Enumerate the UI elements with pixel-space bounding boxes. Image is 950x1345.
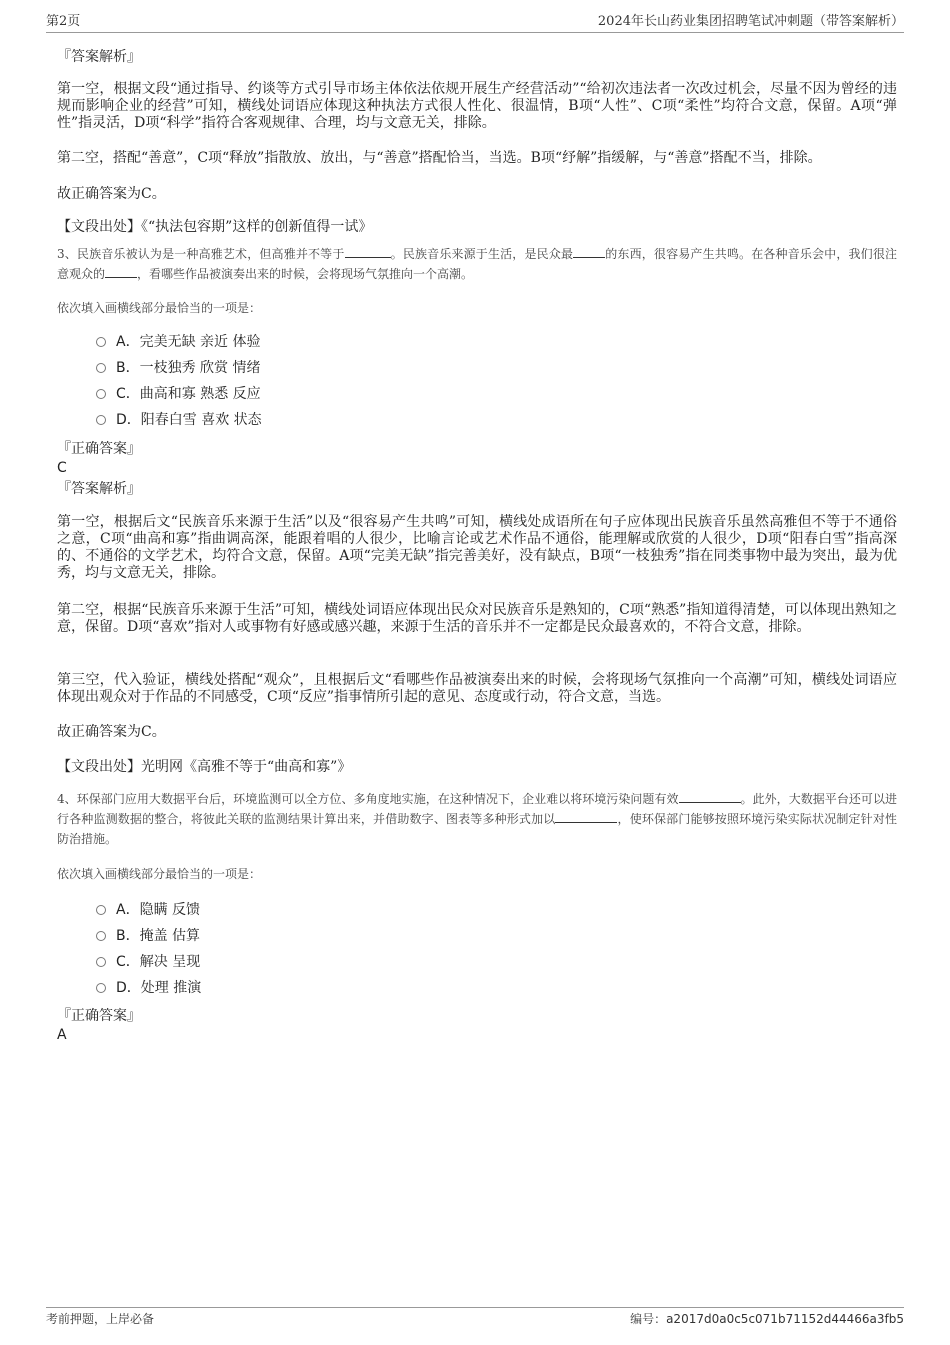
document-code: 编号：a2017d0a0c5c071b71152d44466a3fb5 — [630, 1312, 904, 1326]
q3-blank-3 — [105, 265, 137, 278]
q3-correct-label: 『正确答案』 — [57, 441, 141, 457]
footer-slogan: 考前押题，上岸必备 — [46, 1312, 155, 1326]
q2-conclusion: 故正确答案为C。 — [57, 186, 166, 202]
q2-analysis-label: 『答案解析』 — [57, 49, 141, 65]
q4-question-text: 4、环保部门应用大数据平台后，环境监测可以全方位、多角度地实施，在这种情况下，企业难以将环境污染问题有效 。此外，大数据平台还可以进行各种监测数据的整合，将彼此关联的监测结果计算出来，并借助数字、图表等多种形式加以 ，使环保部门能够按照环境污染实际状况制定针对性防治措施。 — [57, 792, 897, 846]
radio-icon[interactable] — [96, 389, 106, 399]
radio-icon[interactable] — [96, 931, 106, 941]
q4-correct-label: 『正确答案』 — [57, 1008, 141, 1024]
q3-option-c[interactable]: C．曲高和寡 熟悉 反应 — [96, 383, 261, 405]
q4-blank-1 — [679, 790, 741, 803]
q3-conclusion: 故正确答案为C。 — [57, 724, 166, 740]
q4-option-b[interactable]: B．掩盖 估算 — [96, 925, 200, 947]
q3-analysis-p1: 第一空，根据后文“民族音乐来源于生活”以及“很容易产生共鸣”可知，横线处成语所在句子应体现出民族音乐虽然高雅但不等于不通俗之意，C项“曲高和寡”指曲调高深，能跟着唱的人很少，比喻言论或艺术作品不通俗，能理解或欣赏的人很少，D项“阳春白雪”指高深的、不通俗的文学艺术，均符合文意，保留。A项“完美无缺”指完善美好，没有缺点，B项“一枝独秀”指在同类事物中最为突出，最为优秀，均与文意无关，排除。 — [57, 514, 897, 581]
page-footer — [46, 1307, 904, 1330]
document-title: 2024年长山药业集团招聘笔试冲刺题（带答案解析） — [597, 14, 904, 29]
q2-analysis-p1: 第一空，根据文段“通过指导、约谈等方式引导市场主体依法依规开展生产经营活动”“给初次违法者一次改过机会，尽量不因为曾经的违规而影响企业的经营”可知，横线处词语应体现这种执法方式很人性化、很温情，B项“人性”、C项“柔性”均符合文意，保留。A项“弹性”指灵活，D项“科学”指符合客观规律、合理，均与文意无关，排除。 — [57, 81, 897, 131]
radio-icon[interactable] — [96, 905, 106, 915]
q2-source: 【文段出处】《“执法包容期”这样的创新值得一试》 — [57, 219, 373, 235]
radio-icon[interactable] — [96, 957, 106, 967]
q3-prompt: 依次填入画横线部分最恰当的一项是： — [57, 301, 262, 315]
page-header — [46, 12, 904, 33]
q4-option-a[interactable]: A．隐瞒 反馈 — [96, 899, 200, 921]
radio-icon[interactable] — [96, 337, 106, 347]
page-number: 第2页 — [46, 14, 81, 29]
radio-icon[interactable] — [96, 983, 106, 993]
q4-blank-2 — [555, 810, 617, 823]
q3-source: 【文段出处】光明网《高雅不等于“曲高和寡”》 — [57, 759, 352, 775]
q4-option-d[interactable]: D．处理 推演 — [96, 977, 201, 999]
q4-option-c[interactable]: C．解决 呈现 — [96, 951, 200, 973]
q3-option-d[interactable]: D．阳春白雪 喜欢 状态 — [96, 409, 262, 431]
q3-analysis-p3: 第三空，代入验证，横线处搭配“观众”，且根据后文“看哪些作品被演奏出来的时候，会将现场气氛推向一个高潮”可知，横线处词语应体现出观众对于作品的不同感受，C项“反应”指事情所引起的意见、态度或行动，符合文意，当选。 — [57, 672, 897, 705]
radio-icon[interactable] — [96, 415, 106, 425]
q4-correct-answer: A — [57, 1027, 67, 1043]
q3-option-a[interactable]: A．完美无缺 亲近 体验 — [96, 331, 260, 353]
q3-blank-2 — [573, 245, 605, 258]
radio-icon[interactable] — [96, 363, 106, 373]
q4-prompt: 依次填入画横线部分最恰当的一项是： — [57, 867, 262, 881]
q3-question-text: 3、民族音乐被认为是一种高雅艺术，但高雅并不等于 。民族音乐来源于生活，是民众最 的东西，很容易产生共鸣。在各种音乐会中，我们很注意观众的 ，看哪些作品被演奏出来的时候，会将现场气氛推向一个高潮。 — [57, 247, 897, 281]
q3-correct-answer: C — [57, 460, 67, 476]
q3-analysis-p2: 第二空，根据“民族音乐来源于生活”可知，横线处词语应体现出民众对民族音乐是熟知的，C项“熟悉”指知道得清楚，可以体现出熟知之意，保留。D项“喜欢”指对人或事物有好感或感兴趣，来源于生活的音乐并不一定都是民众最喜欢的，不符合文意，排除。 — [57, 602, 897, 635]
q3-analysis-label: 『答案解析』 — [57, 481, 141, 497]
q2-analysis-p2: 第二空，搭配“善意”，C项“释放”指散放、放出，与“善意”搭配恰当，当选。B项“纾解”指缓解，与“善意”搭配不当，排除。 — [57, 150, 822, 166]
q3-blank-1 — [345, 245, 391, 258]
q3-option-b[interactable]: B．一枝独秀 欣赏 情绪 — [96, 357, 261, 379]
